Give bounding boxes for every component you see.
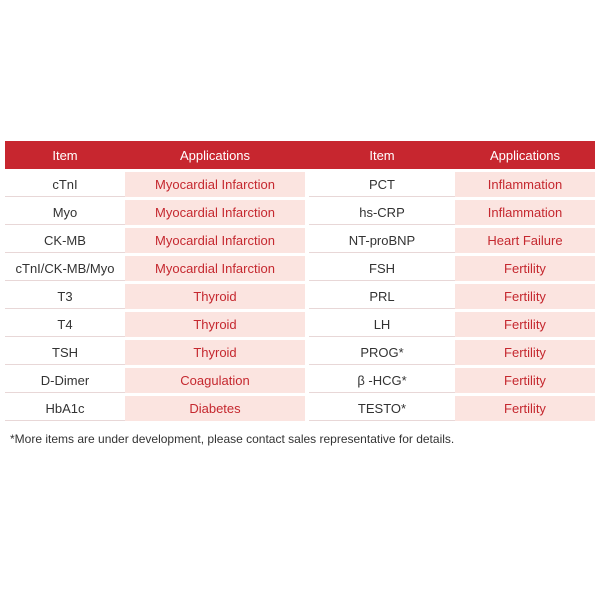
- application-cell: Thyroid: [125, 340, 305, 365]
- item-cell: T3: [5, 284, 125, 309]
- item-cell: TESTO*: [309, 396, 455, 421]
- application-cell: Thyroid: [125, 284, 305, 309]
- table-row: [5, 228, 595, 253]
- table-row: [5, 396, 595, 421]
- application-cell: Inflammation: [455, 172, 595, 197]
- application-cell: Fertility: [455, 312, 595, 337]
- item-cell: cTnI: [5, 172, 125, 197]
- application-cell: Fertility: [455, 340, 595, 365]
- item-cell: Myo: [5, 200, 125, 225]
- item-cell: HbA1c: [5, 396, 125, 421]
- application-cell: Fertility: [455, 368, 595, 393]
- application-cell: Heart Failure: [455, 228, 595, 253]
- table-row: [5, 284, 595, 309]
- application-cell: Fertility: [455, 284, 595, 309]
- application-cell: Myocardial Infarction: [125, 200, 305, 225]
- item-cell: PCT: [309, 172, 455, 197]
- item-cell: T4: [5, 312, 125, 337]
- header-item-1: Item: [52, 147, 78, 163]
- header-item-2: Item: [369, 147, 395, 163]
- application-cell: Coagulation: [125, 368, 305, 393]
- table-row: [5, 256, 595, 281]
- table-row: [5, 340, 595, 365]
- item-cell: TSH: [5, 340, 125, 365]
- items-table: [5, 141, 595, 421]
- item-cell: NT-proBNP: [309, 228, 455, 253]
- application-cell: Fertility: [455, 396, 595, 421]
- application-cell: Inflammation: [455, 200, 595, 225]
- table-header: [5, 141, 595, 169]
- application-cell: Myocardial Infarction: [125, 172, 305, 197]
- table-row: [5, 200, 595, 225]
- table-row: [5, 312, 595, 337]
- item-cell: hs-CRP: [309, 200, 455, 225]
- item-cell: LH: [309, 312, 455, 337]
- table-row: [5, 172, 595, 197]
- footnote: *More items are under development, please contact sales representative for details.: [10, 432, 455, 446]
- item-cell: D-Dimer: [5, 368, 125, 393]
- application-cell: Myocardial Infarction: [125, 256, 305, 281]
- item-cell: CK-MB: [5, 228, 125, 253]
- item-cell: PRL: [309, 284, 455, 309]
- item-cell: cTnI/CK-MB/Myo: [5, 256, 125, 281]
- header-applications-1: Applications: [179, 147, 251, 163]
- table-row: [5, 368, 595, 393]
- application-cell: Thyroid: [125, 312, 305, 337]
- application-cell: Myocardial Infarction: [125, 228, 305, 253]
- application-cell: Diabetes: [125, 396, 305, 421]
- item-cell: PROG*: [309, 340, 455, 365]
- application-cell: Fertility: [455, 256, 595, 281]
- header-applications-2: Applications: [489, 147, 561, 163]
- item-cell: FSH: [309, 256, 455, 281]
- item-cell: β -HCG*: [309, 368, 455, 393]
